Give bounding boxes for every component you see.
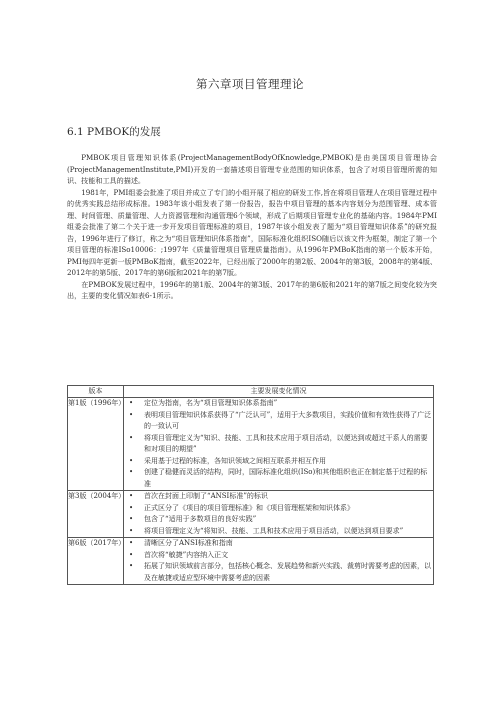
version-cell: 第6版（2017年） xyxy=(68,538,124,585)
change-item xyxy=(124,398,433,410)
bullet-icon: • xyxy=(129,503,134,512)
table-row xyxy=(68,398,434,491)
change-item xyxy=(124,538,433,550)
version-cell: 第3版（2004年） xyxy=(68,491,124,538)
change-text: 拓展了知识领域前言部分，包括核心概念、发展趋势和新兴实践、裁剪时需要考虑的因素，以及在敏捷或适应型环境中需要考虑的因素 xyxy=(144,562,431,582)
chapter-title: 第六章项目管理理论 xyxy=(196,77,304,91)
change-text: 首次在封面上印制了“ANSI标准”的标识 xyxy=(144,492,268,500)
header-version: 版本 xyxy=(68,386,124,398)
table-row xyxy=(68,491,434,538)
change-item xyxy=(124,467,433,490)
header-changes: 主要发展变化情况 xyxy=(124,386,434,398)
change-text: 包含了“适用于多数项目的良好实践” xyxy=(144,515,257,523)
change-item xyxy=(124,503,433,515)
change-text: 清晰区分了ANSI标准和指南 xyxy=(144,539,233,547)
bullet-icon: • xyxy=(129,492,134,500)
bullet-icon: • xyxy=(129,456,134,465)
change-text: 定位为指南，名为“项目管理知识体系指南” xyxy=(144,399,278,407)
change-text: 采用基于过程的标准，各知识领域之间相互联系并相互作用 xyxy=(144,456,326,465)
change-text: 正式区分了《项目的项目管理标准》和《项目管理框架和知识体系》 xyxy=(144,503,354,512)
table-header-row xyxy=(68,386,434,398)
pmbok-changes-table xyxy=(67,385,434,585)
changes-cell xyxy=(124,538,434,585)
paragraph-history: 1981年，PMI组委会批准了项目并成立了专门的小组开展了相应的研发工作,旨在将项目管理人在项目管理过程中的优秀实践总结形成标准。1983年该小组发表了第一份报告，报告中项目管理的基本内容划分为范围管理、成本管理、时间管理、质量管理、人力资源管理和沟通管理6个领域，形成了后期项目管理专业化的基础内容。1984年PMI组委会批准了第二个关于进一步开发项目管理标准的项目，1987年该小组发表了题为“项目管理知识体系”的研究报告，1996年进行了修订，称之为“项目管理知识体系指南”，国际标准化组织ISO随后以该文件为框架，制定了第一个项目管理的标准ISo10006：;1997年《质量管理项目管理质量指南》。从1996年PMBoK指南的第一个版本开始，PMI每四年更新一版PMBoK指南，截至2022年，已经出版了2000年的第2版、2004年的第3版，2008年的第4版、2012年的第5版、2017年的第6版和2021年的第7版。 xyxy=(67,187,437,277)
change-text: 首次将“敏捷”内容纳入正文 xyxy=(144,550,229,559)
change-text: 创建了稳健而灵活的结构，同时，国际标准化组织(ISo)和其他组织也正在制定基于过程的标准 xyxy=(144,468,428,488)
body-text xyxy=(67,152,437,302)
changes-cell xyxy=(124,398,434,491)
change-text: 将项目管理定义为“知识、技能、工具和技术应用于项目活动，以便达到或超过干系人的需要和对项目的期望” xyxy=(144,433,428,453)
change-item xyxy=(124,491,433,503)
change-text: 将项目管理定义为“将知识、技能、工具和技术应用于项目活动，以便达到项目要求” xyxy=(144,526,404,535)
change-item xyxy=(124,410,433,433)
bullet-icon: • xyxy=(129,526,134,535)
change-item xyxy=(124,526,433,538)
change-item xyxy=(124,433,433,456)
table-row xyxy=(68,538,434,585)
bullet-icon: • xyxy=(129,562,134,570)
bullet-icon: • xyxy=(129,468,134,476)
version-cell: 第1版（1996年） xyxy=(68,398,124,491)
change-item xyxy=(124,561,433,584)
change-text: 表明项目管理知识体系获得了“广泛认可”，适用于大多数项目，实践价值和有效性获得了广泛的一致认可 xyxy=(144,410,432,430)
bullet-icon: • xyxy=(129,550,134,559)
change-item xyxy=(124,550,433,562)
changes-cell xyxy=(124,491,434,538)
change-item xyxy=(124,456,433,468)
change-item xyxy=(124,514,433,526)
section-heading: 6.1 PMBOK的发展 xyxy=(67,126,161,138)
bullet-icon: • xyxy=(129,433,134,442)
bullet-icon: • xyxy=(129,410,134,419)
bullet-icon: • xyxy=(129,399,134,407)
paragraph-intro: PMBOK项目管理知识体系(ProjectManagementBodyOfKnowledge,PMBOK)是由美国项目管理协会(ProjectManagementInstitute,PMI)开发的一套描述项目管理专业范围的知识体系，包含了对项目管理所需的知识、技能和工具的描述。 xyxy=(67,153,437,185)
paragraph-table-intro: 在PMBOK发展过程中，1996年的第1版、2004年的第3版、2017年的第6版和2021年的第7版之间变化较为突出，主要的变化情况如表6-1所示。 xyxy=(67,279,437,300)
bullet-icon: • xyxy=(129,539,134,547)
bullet-icon: • xyxy=(129,515,134,523)
